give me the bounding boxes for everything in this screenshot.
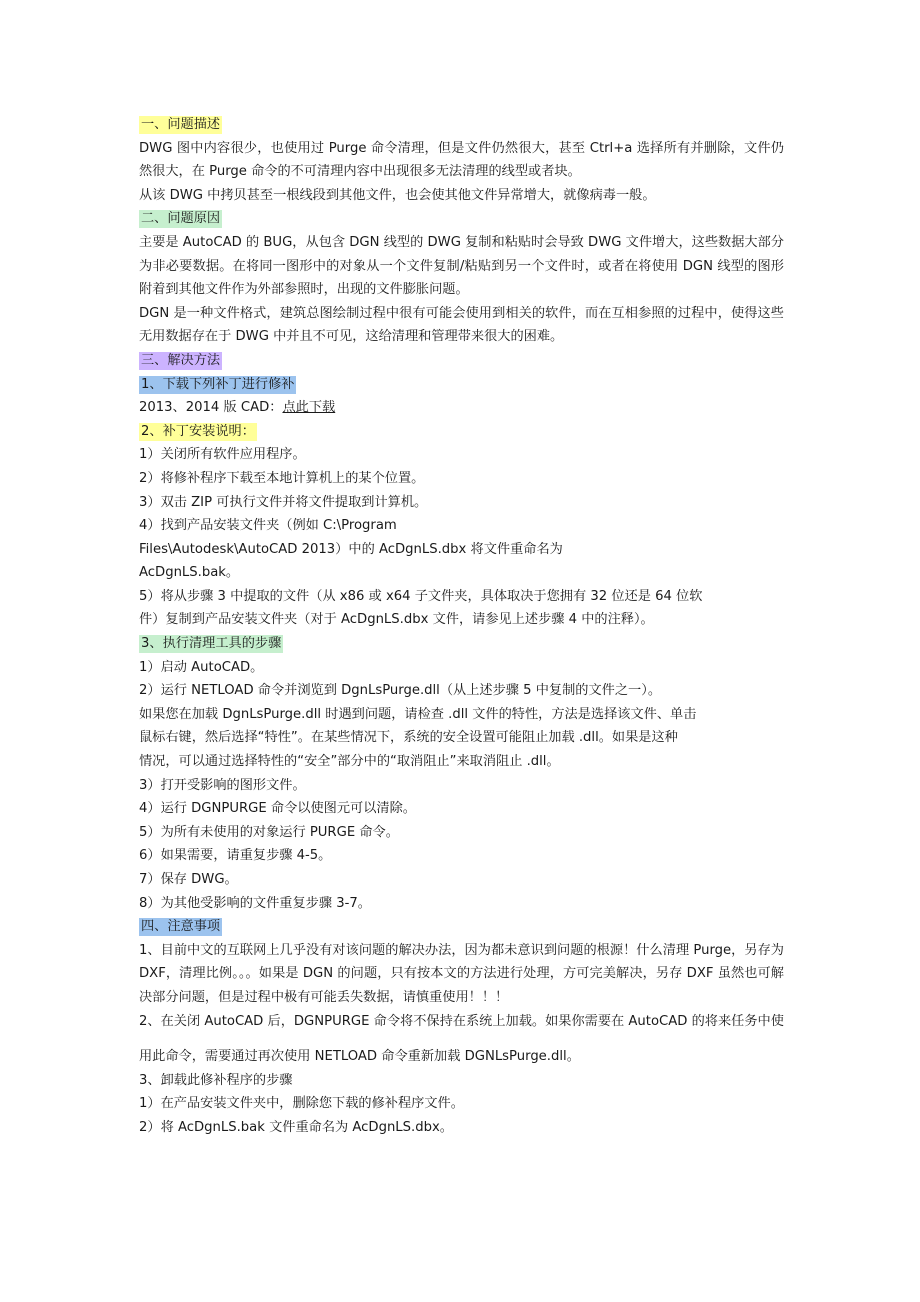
subheading-highlight: 1、下载下列补丁进行修补 xyxy=(141,376,295,392)
paragraph: DWG 图中内容很少，也使用过 Purge 命令清理，但是文件仍然很大，甚至 Ctrl+a 选择所有并删除，文件仍然很大，在 Purge 命令的不可清理内容中出现很多无法清理的线型或者块。 xyxy=(139,140,784,180)
download-line xyxy=(139,396,784,420)
list-item: 3）双击 ZIP 可执行文件并将文件提取到计算机。 xyxy=(139,494,428,510)
paragraph: 1、目前中文的互联网上几乎没有对该问题的解决办法，因为都未意识到问题的根源！什么清理 Purge，另存为 DXF，清理比例。。。如果是 DGN 的问题，只有按本文的方法进行处理，方可完美解决，另存 DXF 虽然也可解决部分问题，但是过程中极有可能丢失数据，请慎重使用！！！ xyxy=(139,942,784,1005)
paragraph: DGN 是一种文件格式，建筑总图绘制过程中很有可能会使用到相关的软件，而在互相参照的过程中，使得这些无用数据存在于 DWG 中并且不可见，这给清理和管理带来很大的困难。 xyxy=(139,305,784,345)
heading-highlight: 三、解决方法 xyxy=(141,352,221,368)
paragraph: 2、在关闭 AutoCAD 后，DGNPURGE 命令将不保持在系统上加载。如果你需要在 AutoCAD 的将来任务中使 xyxy=(139,1013,784,1029)
note-line: 如果您在加载 DgnLsPurge.dll 时遇到问题，请检查 .dll 文件的特性，方法是选择该文件、单击 xyxy=(139,706,697,722)
list-item: 1）启动 AutoCAD。 xyxy=(139,659,264,675)
section-heading-solution xyxy=(139,349,784,373)
download-link[interactable]: 点此下载 xyxy=(282,400,336,416)
list-item: 5）为所有未使用的对象运行 PURGE 命令。 xyxy=(139,824,399,840)
list-item: 7）保存 DWG。 xyxy=(139,872,238,887)
list-item: 2）运行 NETLOAD 命令并浏览到 DgnLsPurge.dll（从上述步骤 5 中复制的文件之一）。 xyxy=(139,683,662,699)
list-item: 2）将修补程序下载至本地计算机上的某个位置。 xyxy=(139,470,425,486)
subheading-install-notes xyxy=(139,420,784,444)
subheading-uninstall: 3、卸载此修补程序的步骤 xyxy=(139,1072,293,1088)
download-prefix: 2013、2014 版 CAD： xyxy=(139,400,283,416)
section-heading-notes xyxy=(139,915,784,939)
list-item: 2）将 AcDgnLS.bak 文件重命名为 AcDgnLS.dbx。 xyxy=(139,1119,453,1135)
note-line: 情况，可以通过选择特性的“安全”部分中的“取消阻止”来取消阻止 .dll。 xyxy=(139,754,560,770)
list-item: 5）将从步骤 3 中提取的文件（从 x86 或 x64 子文件夹，具体取决于您拥有 32 位还是 64 位软 xyxy=(139,588,703,604)
list-item: 4）找到产品安装文件夹（例如 C:\Program xyxy=(139,518,397,534)
heading-highlight: 二、问题原因 xyxy=(141,211,221,227)
spacer xyxy=(139,1033,784,1045)
list-item-continued: Files\Autodesk\AutoCAD 2013）中的 AcDgnLS.dbx 将文件重命名为 xyxy=(139,541,563,557)
subheading-run-cleanup xyxy=(139,632,784,656)
paragraph: 用此命令，需要通过再次使用 NETLOAD 命令重新加载 DGNLsPurge.dll。 xyxy=(139,1049,580,1065)
heading-highlight: 四、注意事项 xyxy=(141,919,221,935)
list-item-continued: AcDgnLS.bak。 xyxy=(139,565,240,581)
subheading-highlight: 3、执行清理工具的步骤 xyxy=(141,636,282,652)
list-item: 8）为其他受影响的文件重复步骤 3-7。 xyxy=(139,895,371,911)
heading-highlight: 一、问题描述 xyxy=(141,117,221,132)
list-item: 6）如果需要，请重复步骤 4-5。 xyxy=(139,848,332,864)
list-item: 1）关闭所有软件应用程序。 xyxy=(139,447,306,463)
list-item: 3）打开受影响的图形文件。 xyxy=(139,777,306,793)
list-item: 4）运行 DGNPURGE 命令以使图元可以清除。 xyxy=(139,801,416,817)
paragraph: 主要是 AutoCAD 的 BUG，从包含 DGN 线型的 DWG 复制和粘贴时会导致 DWG 文件增大，这些数据大部分为非必要数据。在将同一图形中的对象从一个文件复制/粘贴到另一个文件时，或者在将使用 DGN 线型的图形附着到其他文件作为外部参照时，出现的文件膨胀问题。 xyxy=(139,234,784,298)
subheading-highlight: 2、补丁安装说明： xyxy=(141,423,255,439)
note-line: 鼠标右键，然后选择“特性”。在某些情况下，系统的安全设置可能阻止加载 .dll。如果是这种 xyxy=(139,730,678,746)
list-item-continued: 件）复制到产品安装文件夹（对于 AcDgnLS.dbx 文件，请参见上述步骤 4 中的注释）。 xyxy=(139,612,654,628)
paragraph: 从该 DWG 中拷贝甚至一根线段到其他文件，也会使其他文件异常增大，就像病毒一般。 xyxy=(139,187,656,203)
document-body xyxy=(139,113,784,1140)
subheading-download-patch xyxy=(139,373,784,397)
section-heading-problem-cause xyxy=(139,207,784,231)
section-heading-problem-description xyxy=(139,113,784,137)
list-item: 1）在产品安装文件夹中，删除您下载的修补程序文件。 xyxy=(139,1096,464,1112)
